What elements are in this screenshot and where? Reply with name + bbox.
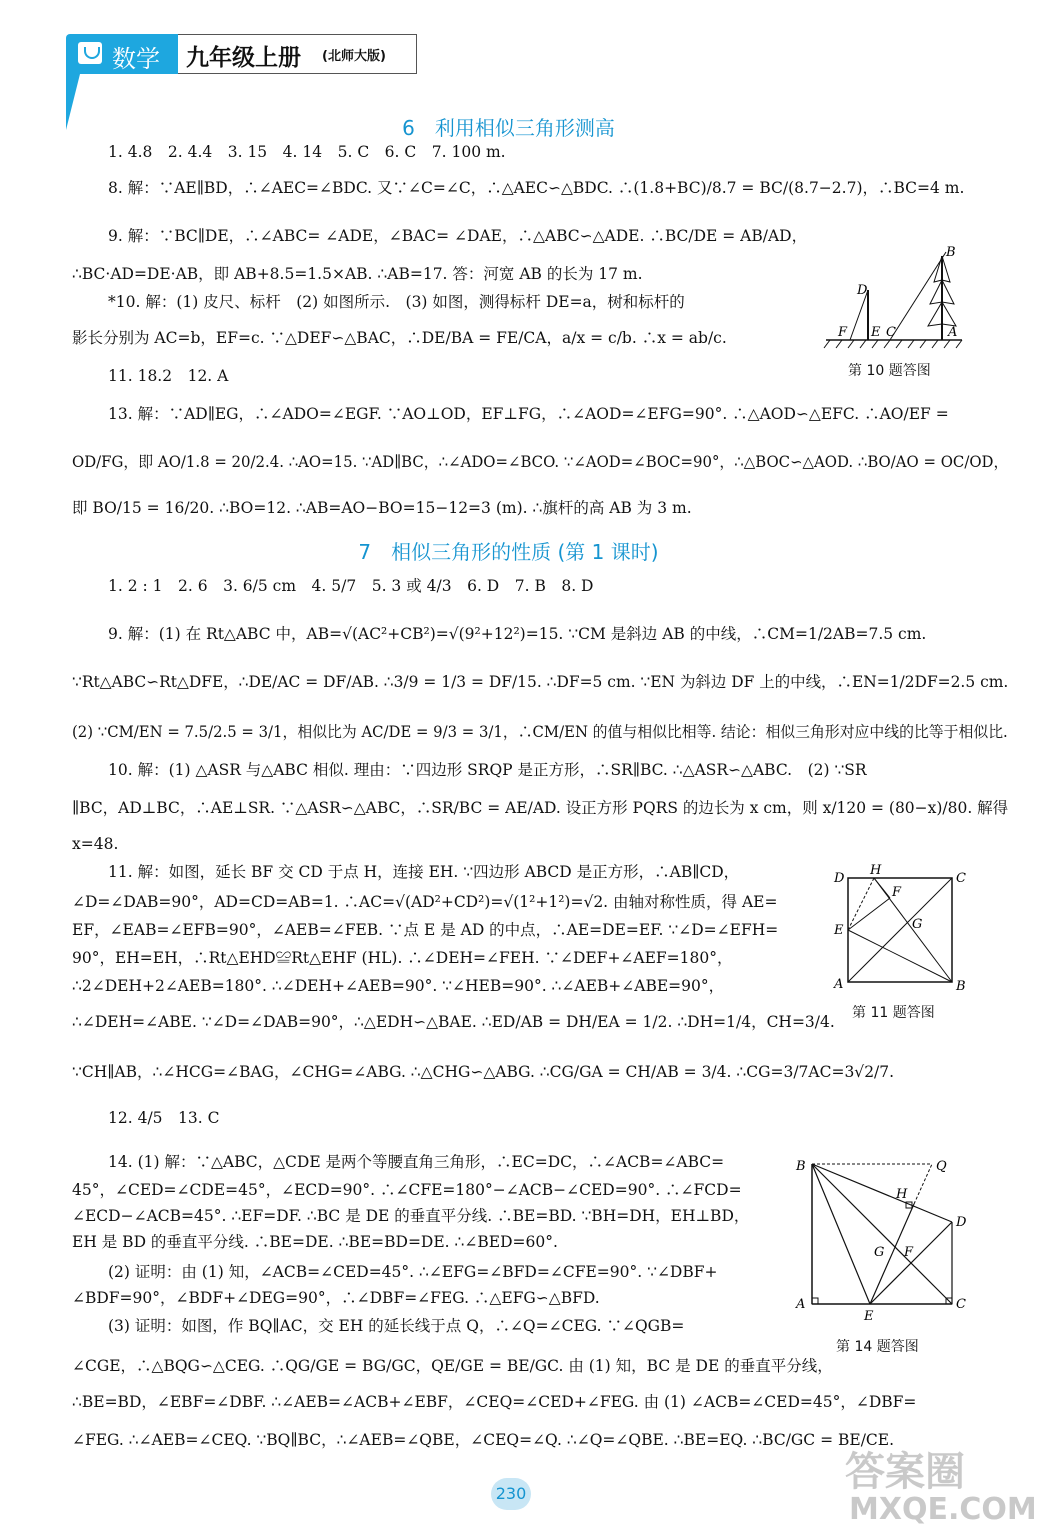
- text-line: 11. 18.2 12. A: [108, 367, 229, 385]
- figure-10: [824, 242, 964, 352]
- text-line: 12. 4/5 13. C: [108, 1109, 220, 1127]
- fig11-label: D: [834, 871, 845, 886]
- watermark-url: MXQE.COM: [849, 1492, 1037, 1527]
- text-line: 11. 解：如图，延长 BF 交 CD 于点 H，连接 EH. ∵四边形 ABCD 是正方形，∴AB∥CD，: [108, 863, 740, 881]
- watermark-text: 答案圈: [845, 1449, 965, 1495]
- text-line: (2) 证明：由 (1) 知，∠ACB=∠CED=45°. ∴∠EFG=∠BFD=∠CFE=90°. ∵∠DBF+: [108, 1263, 718, 1281]
- text-line: x=48.: [72, 835, 119, 853]
- text-line: 即 BO/15 = 16/20. ∴BO=12. ∴AB=AO−BO=15−12=3 (m). ∴旗杆的高 AB 为 3 m.: [72, 499, 692, 517]
- text-line: (3) 证明：如图，作 BQ∥AC，交 EH 的延长线于点 Q，∴∠Q=∠CEG. ∵∠QGB=: [108, 1317, 685, 1335]
- text-line: 9. 解：(1) 在 Rt△ABC 中，AB=√(AC²+CB²)=√(9²+12²)=15. ∵CM 是斜边 AB 的中线，∴CM=1/2AB=7.5 cm.: [108, 625, 927, 643]
- section-title-6: 6 利用相似三角形测高: [402, 116, 615, 140]
- text-line: 13. 解：∵AD∥EG，∴∠ADO=∠EGF. ∵AO⊥OD，EF⊥FG，∴∠AOD=∠EFG=90°. ∴△AOD∽△EFC. ∴AO/EF =: [108, 405, 949, 423]
- text-line: ∴2∠DEH+2∠AEB=180°. ∴∠DEH+∠AEB=90°. ∵∠HEB=90°. ∴∠AEB+∠ABE=90°，: [72, 977, 725, 995]
- fig10-label: E: [871, 325, 881, 340]
- text-line: ∴∠DEH=∠ABE. ∵∠D=∠DAB=90°，∴△EDH∽△BAE. ∴ED/AB = DH/EA = 1/2. ∴DH=1/4，CH=3/4.: [72, 1013, 835, 1031]
- text-line: 8. 解：∵AE∥BD，∴∠AEC=∠BDC. 又∵∠C=∠C，∴△AEC∽△BDC. ∴(1.8+BC)/8.7 = BC/(8.7−2.7)，∴BC=4 m.: [108, 179, 965, 197]
- text-line: 14. (1) 解：∵△ABC，△CDE 是两个等腰直角三角形，∴EC=DC，∴∠ACB=∠ABC=: [108, 1153, 725, 1171]
- figure-11-caption: 第 11 题答图: [852, 1005, 935, 1021]
- fig14-label: E: [864, 1309, 874, 1324]
- text-line: OD/FG，即 AO/1.8 = 20/2.4. ∴AO=15. ∵AD∥BC，∴∠ADO=∠BCO. ∵∠AOD=∠BOC=90°，∴△BOC∽△AOD. ∴BO/AO = OC/OD，: [72, 453, 1009, 471]
- text-line: EF，∠EAB=∠EFB=90°，∠AEB=∠FEB. ∵点 E 是 AD 的中点，∴AE=DE=EF. ∵∠D=∠EFH=: [72, 921, 779, 939]
- text-line: 10. 解：(1) △ASR 与△ABC 相似. 理由：∵四边形 SRQP 是正方形，∴SR∥BC. ∴△ASR∽△ABC. (2) ∵SR: [108, 761, 867, 779]
- text-line: ∴BE=BD，∠EBF=∠DBF. ∴∠AEB=∠ACB+∠EBF，∠CEQ=∠CED+∠FEG. 由 (1) ∠ACB=∠CED=45°，∠DBF=: [72, 1393, 917, 1411]
- fig11-label: F: [892, 885, 902, 900]
- text-line: 45°，∠CED=∠CDE=45°，∠ECD=90°. ∴∠CFE=180°−∠ACB−∠CED=90°. ∴∠FCD=: [72, 1181, 742, 1199]
- figure-14: [794, 1152, 972, 1322]
- fig10-label: D: [857, 283, 868, 298]
- text-line: EH 是 BD 的垂直平分线. ∴BE=DE. ∴BE=BD=DE. ∴∠BED=60°.: [72, 1233, 558, 1251]
- text-line: ∠CGE，∴△BQG∽△CEG. ∴QG/GE = BG/GC，QE/GE = BE/GC. 由 (1) 知，BC 是 DE 的垂直平分线，: [72, 1357, 833, 1375]
- text-line: 1. 4.8 2. 4.4 3. 15 4. 14 5. C 6. C 7. 100 m.: [108, 143, 506, 161]
- subject-tab: [66, 34, 178, 74]
- text-line: ∵Rt△ABC∽Rt△DFE，∴DE/AC = DF/AB. ∴3/9 = 1/3 = DF/15. ∴DF=5 cm. ∵EN 为斜边 DF 上的中线，∴EN=1/2DF=2.5 cm.: [72, 673, 1009, 691]
- watermark: [845, 1440, 1037, 1532]
- fig11-label: E: [834, 923, 844, 938]
- fig10-label: F: [838, 325, 848, 340]
- fig10-label: C: [886, 325, 896, 340]
- fig10-label: B: [946, 245, 956, 260]
- text-line: *10. 解：(1) 皮尺、标杆 (2) 如图所示. (3) 如图，测得标杆 DE=a，树和标杆的: [108, 293, 685, 311]
- text-line: (2) ∵CM/EN = 7.5/2.5 = 3/1，相似比为 AC/DE = 9/3 = 3/1，∴CM/EN 的值与相似比相等. 结论：相似三角形对应中线的比等于相似比.: [72, 723, 1008, 741]
- fig11-label: G: [912, 917, 923, 932]
- fig10-label: A: [948, 325, 958, 340]
- text-line: 90°，EH=EH，∴Rt△EHD≌Rt△EHF (HL). ∴∠DEH=∠FEH. ∵∠DEF+∠AEF=180°，: [72, 949, 733, 967]
- text-line: ∠ECD−∠ACB=45°. ∴EF=DF. ∴BC 是 DE 的垂直平分线. ∴BE=BD. ∵BH=DH，EH⊥BD，: [72, 1207, 750, 1225]
- text-line: ∠FEG. ∴∠AEB=∠CEQ. ∵BQ∥BC，∴∠AEB=∠QBE，∠CEQ=∠Q. ∴∠Q=∠QBE. ∴BE=EQ. ∴BC/GC = BE/CE.: [72, 1431, 895, 1449]
- fig14-label: D: [956, 1215, 967, 1230]
- grade-box: [178, 34, 417, 74]
- text-line: 9. 解：∵BC∥DE，∴∠ABC= ∠ADE，∠BAC= ∠DAE，∴△ABC∽△ADE. ∴BC/DE = AB/AD，: [108, 227, 808, 245]
- text-line: ∴BC·AD=DE·AB，即 AB+8.5=1.5×AB. ∴AB=17. 答：河宽 AB 的长为 17 m.: [72, 265, 643, 283]
- text-line: 1. 2 : 1 2. 6 3. 6/5 cm 4. 5/7 5. 3 或 4/3 6. D 7. B 8. D: [108, 577, 594, 595]
- grade-label: 九年级上册: [186, 45, 301, 71]
- text-line: ∵CH∥AB，∴∠HCG=∠BAG，∠CHG=∠ABG. ∴△CHG∽△ABG. ∴CG/GA = CH/AB = 3/4. ∴CG=3/7AC=3√2/7.: [72, 1063, 895, 1081]
- fig14-label: H: [896, 1187, 908, 1202]
- figure-10-caption: 第 10 题答图: [848, 363, 931, 379]
- section-title-7: 7 相似三角形的性质 (第 1 课时): [358, 540, 659, 564]
- book-icon: [78, 42, 102, 64]
- figure-14-caption: 第 14 题答图: [836, 1339, 919, 1355]
- page-header: [66, 34, 418, 74]
- fig14-label: G: [874, 1245, 885, 1260]
- page-number: 230: [491, 1478, 531, 1510]
- figure-11: [830, 860, 970, 1000]
- fig11-label: A: [834, 977, 844, 992]
- fig11-label: H: [870, 863, 882, 878]
- text-line: ∠D=∠DAB=90°，AD=CD=AB=1. ∴AC=√(AD²+CD²)=√(1²+1²)=√2. 由轴对称性质，得 AE=: [72, 893, 778, 911]
- fig14-label: C: [956, 1297, 966, 1312]
- fig14-label: A: [796, 1297, 806, 1312]
- text-line: 影长分别为 AC=b，EF=c. ∵△DEF∽△BAC，∴DE/BA = FE/CA，a/x = c/b. ∴x = ab/c.: [72, 329, 727, 347]
- fig14-label: F: [904, 1245, 914, 1260]
- subject-label: 数学: [112, 45, 160, 73]
- edition-label: (北师大版): [322, 49, 386, 64]
- fig11-label: B: [956, 979, 966, 994]
- fig14-label: B: [796, 1159, 806, 1174]
- text-line: ∠BDF=90°，∠BDF+∠DEG=90°，∴∠DBF=∠FEG. ∴△EFG∽△BFD.: [72, 1289, 600, 1307]
- text-line: ∥BC，AD⊥BC，∴AE⊥SR. ∵△ASR∽△ABC，∴SR/BC = AE/AD. 设正方形 PQRS 的边长为 x cm，则 x/120 = (80−x)/80. 解得: [72, 799, 1009, 817]
- fig11-label: C: [956, 871, 966, 886]
- fig14-label: Q: [936, 1159, 947, 1174]
